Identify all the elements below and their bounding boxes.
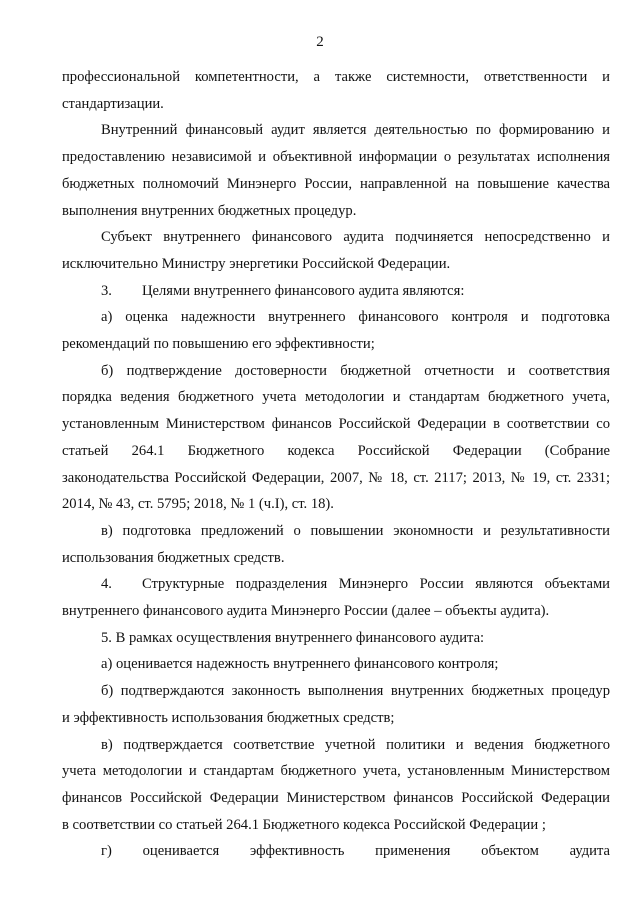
paragraph [62,625,610,652]
paragraph [62,117,610,224]
paragraph [62,732,610,839]
paragraph [62,358,610,518]
text-line: г) оценивается эффективность применения объектом аудита [101,843,610,860]
text-line: а) оценка надежности внутреннего финансового контроля и подготовка [101,309,610,326]
text-line: б) подтверждение достоверности бюджетной отчетности и соответствия [101,362,610,379]
text-line: бюджетных полномочий Минэнерго России, направленной на повышение качества [62,175,610,192]
clause-text: Целями внутреннего финансового аудита являются: [141,282,465,299]
text-line: 2014, № 43, ст. 5795; 2018, № 1 (ч.I), ст. 18). [62,496,334,513]
text-line: а) оценивается надежность внутреннего финансового контроля; [101,656,499,673]
clause-number: 4. [101,576,112,593]
paragraph [62,518,610,571]
document-body [62,64,610,865]
text-line: 5. В рамках осуществления внутреннего финансового аудита: [101,629,485,646]
paragraph [62,64,610,117]
text-line: статьей 264.1 Бюджетного кодекса Российской Федерации (Собрание [62,442,610,459]
text-line: б) подтверждаются законность выполнения внутренних бюджетных процедур [101,683,610,700]
text-line: профессиональной компетентности, а также системности, ответственности и [62,69,610,85]
text-line: стандартизации. [62,95,164,112]
paragraph [62,678,610,731]
text-line: установленным Министерством финансов Российской Федерации в соответствии со [62,416,610,433]
paragraph [62,304,610,357]
text-line: Внутренний финансовый аудит является деятельностью по формированию и [101,122,610,139]
paragraph [62,224,610,277]
text-line: Субъект внутреннего финансового аудита подчиняется непосредственно и [101,229,610,246]
text-line: и эффективность использования бюджетных средств; [62,709,395,726]
text-line: использования бюджетных средств. [62,549,285,566]
text-line: учета методологии и стандартам бюджетного учета, установленным Министерством [62,763,610,780]
text-line: рекомендаций по повышению его эффективности; [62,336,375,353]
paragraph [62,838,610,865]
page-number: 2 [316,34,324,50]
text-line: предоставлению независимой и объективной информации о результатах исполнения [62,149,610,166]
paragraph [62,278,610,305]
clause-number: 3. [101,282,112,299]
text-line [62,571,610,598]
clause-text: Структурные подразделения Минэнерго России являются объектами [141,576,610,593]
text-line: в) подготовка предложений о повышении экономности и результативности [101,522,610,539]
text-line [62,278,610,305]
text-line: внутреннего финансового аудита Минэнерго России (далее – объекты аудита). [62,603,550,620]
paragraph [62,571,610,624]
paragraph [62,651,610,678]
text-line: в соответствии со статьей 264.1 Бюджетного кодекса Российской Федерации ; [62,816,546,833]
text-line: выполнения внутренних бюджетных процедур. [62,202,357,219]
text-line: исключительно Министру энергетики Российской Федерации. [62,255,451,272]
text-line: в) подтверждается соответствие учетной политики и ведения бюджетного [101,736,610,753]
text-line: законодательства Российской Федерации, 2007, № 18, ст. 2117; 2013, № 19, ст. 2331; [62,469,610,486]
text-line: порядка ведения бюджетного учета методологии и стандартам бюджетного учета, [62,389,610,406]
text-line: финансов Российской Федерации Министерством финансов Российской Федерации [62,789,610,806]
